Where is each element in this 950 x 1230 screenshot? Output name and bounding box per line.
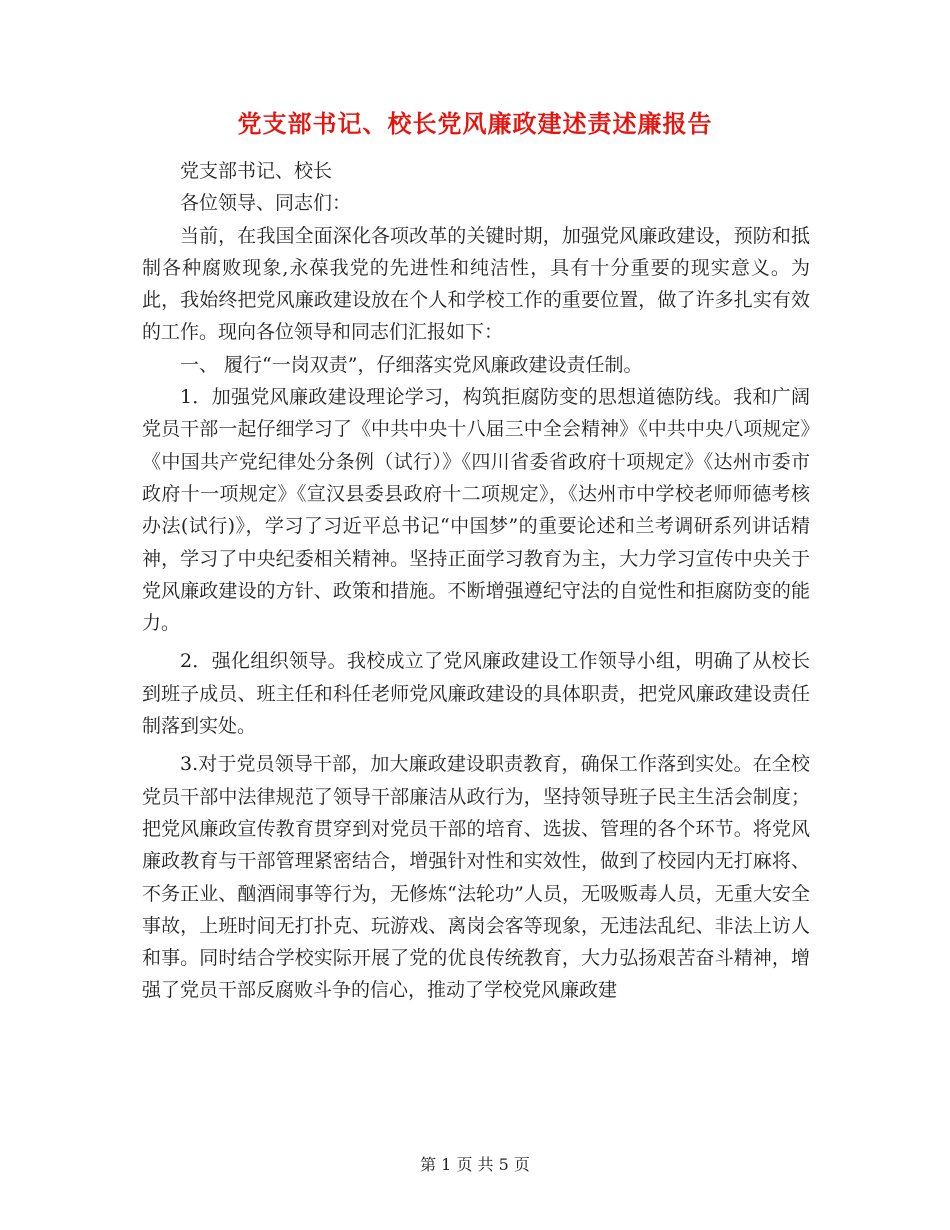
author-line: 党支部书记、校长 — [180, 160, 333, 182]
paragraph-item-3: 3.对于党员领导干部，加大廉政建设职责教育，确保工作落到实处。在全校党员干部中法律规范了领导干部廉洁从政行为，坚持领导班子民主生活会制度；把党风廉政宣传教育贯穿到对党员干部的培育、选拔、管理的各个环节。将党风廉政教育与干部管理紧密结合，增强针对性和实效性，做到了校园内无打麻将、不务正业、酗酒闹事等行为，无修炼“法轮功”人员，无吸贩毒人员，无重大安全事故，上班时间无打扑克、玩游戏、离岗会客等现象，无违法乱纪、非法上访人和事。同时结合学校实际开展了党的优良传统教育，大力弘扬艰苦奋斗精神，增强了党员干部反腐败斗争的信心，推动了学校党风廉政建 — [142, 753, 810, 1002]
paragraph-item-1: 1．加强党风廉政建设理论学习，构筑拒腐防变的思想道德防线。我和广阔党员干部一起仔细学习了《中共中央十八届三中全会精神》《中共中央八项规定》《中国共产党纪律处分条例（试行）》《四川省委省政府十项规定》《达州市委市政府十一项规定》《宣汉县委县政府十二项规定》，《达州市中学校老师师德考核办法(试行)》，学习了习近平总书记“中国梦”的重要论述和兰考调研系列讲话精神，学习了中央纪委相关精神。坚持正面学习教育为主，大力学习宣传中央关于党风廉政建设的方针、政策和措施。不断增强遵纪守法的自觉性和拒腐防变的能力。 — [142, 386, 810, 635]
section-heading-1: 一、 履行“一岗双责”，仔细落实党风廉政建设责任制。 — [180, 353, 643, 376]
paragraph-item-2: 2．强化组织领导。我校成立了党风廉政建设工作领导小组，明确了从校长到班子成员、班主任和科任老师党风廉政建设的具体职责，把党风廉政建设责任制落到实处。 — [142, 650, 810, 738]
salutation: 各位领导、同志们： — [180, 192, 352, 215]
intro-paragraph: 当前，在我国全面深化各项改革的关键时期，加强党风廉政建设，预防和抵制各种腐败现象,永葆我党的先进性和纯洁性，具有十分重要的现实意义。为此，我始终把党风廉政建设放在个人和学校工作的重要位置，做了许多扎实有效的工作。现向各位领导和同志们汇报如下： — [142, 224, 810, 344]
document-body — [142, 155, 810, 1007]
document-title: 党支部书记、校长党风廉政建述责述廉报告 — [237, 109, 713, 138]
page-number: 第 1 页 共 5 页 — [420, 1155, 530, 1174]
